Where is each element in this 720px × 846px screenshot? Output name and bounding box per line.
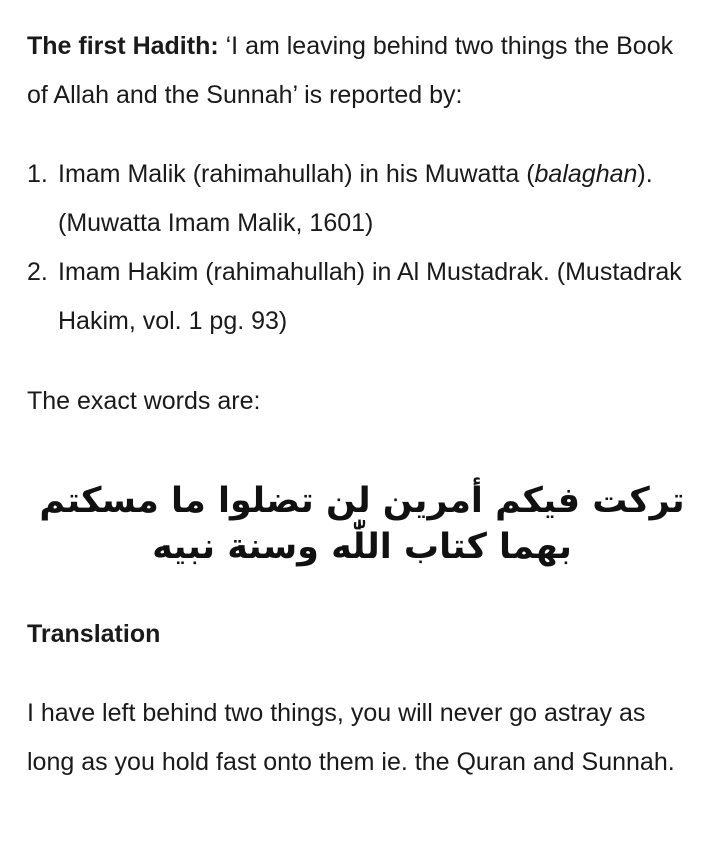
intro-paragraph bbox=[27, 22, 697, 120]
list-item bbox=[27, 248, 697, 346]
reference-list bbox=[27, 150, 697, 346]
list-item-number: 2. bbox=[27, 258, 48, 286]
exact-words-label: The exact words are: bbox=[27, 387, 261, 415]
list-item-number: 1. bbox=[27, 160, 48, 188]
reference-citation: ). (Muwatta Imam Malik, 1601) bbox=[58, 160, 653, 237]
translation-text: I have left behind two things, you will never go astray as long as you hold fast onto them ie. the Quran and Sunnah. bbox=[27, 699, 675, 776]
translation-heading: Translation bbox=[27, 620, 161, 648]
intro-label: The first Hadith: bbox=[27, 32, 219, 60]
list-item bbox=[27, 150, 697, 248]
list-item-text: Imam Hakim (rahimahullah) in Al Mustadrak. (Mustadrak Hakim, vol. 1 pg. 93) bbox=[58, 258, 682, 335]
intro-text: ‘I am leaving behind two things the Book of Allah and the Sunnah’ is reported by: bbox=[27, 32, 674, 109]
reference-italic-term: balaghan bbox=[534, 160, 638, 188]
article-body bbox=[27, 22, 697, 787]
list-item-text bbox=[58, 150, 697, 248]
arabic-hadith-text: تركت فيكم أمرين لن تضلوا ما مسكتم بهما كتاب اللّٰه وسنة نبيه bbox=[39, 481, 685, 567]
reference-text: Imam Malik (rahimahullah) in his Muwatta ( bbox=[58, 160, 535, 188]
